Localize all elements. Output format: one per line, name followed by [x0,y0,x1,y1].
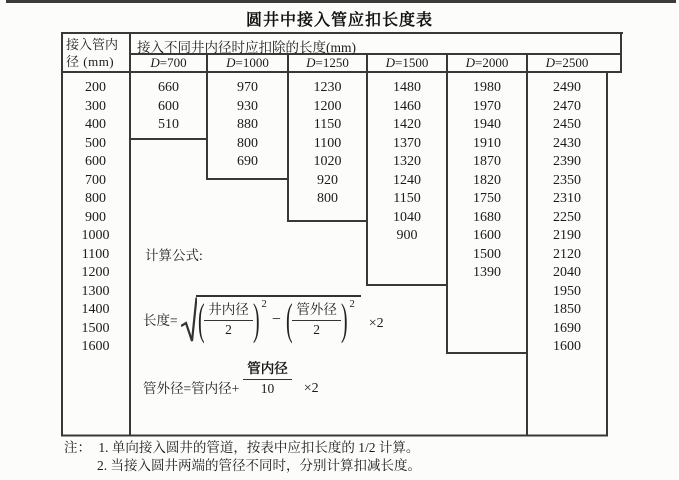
fraction-denominator: 2 [225,321,232,337]
deduction-d1500-cell: 1240 [393,172,421,188]
deduction-d2000-cell: 1500 [473,246,501,262]
row-header-cell [66,36,128,70]
column-header-d700: D=700 [150,55,187,70]
deduction-d2000-cell: 1940 [473,117,501,132]
times-two: ×2 [368,316,384,331]
pipe-diameter-cell: 1000 [81,228,110,243]
deduction-d2500-cell: 1850 [553,302,581,317]
footnote-2 [97,457,421,475]
deduction-d2000-cell: 1750 [473,191,501,206]
deduction-d1500-cell: 1420 [393,117,421,132]
outer-diameter-lhs: 管外径=管内径+ [143,380,240,396]
pipe-diameter-cell: 1500 [81,320,110,336]
deduction-d1500-cell: 900 [396,228,418,243]
deduction-d2000-cell: 1870 [473,154,501,169]
deduction-d1500-cell: 1150 [393,191,421,206]
open-paren: ( [285,295,293,344]
row-header-line1: 接入管内 [66,37,119,52]
length-formula-lhs: 长度= [143,313,178,328]
deduction-d700-cell: 510 [158,117,179,132]
fraction-denominator: 2 [313,321,320,337]
deduction-d2500-column [528,79,606,357]
fraction-denominator: 10 [260,380,275,396]
deduction-d2500-cell: 2120 [553,246,581,262]
open-paren: ( [197,295,205,344]
pipe-diameter-cell: 900 [85,209,106,225]
pipe-diameter-cell: 1100 [81,246,110,262]
column-header-d1000: D=1000 [226,55,269,70]
deduction-d1500-cell: 1040 [393,209,421,225]
deduction-d2000-cell: 1910 [473,135,501,151]
minus-sign: − [271,311,281,328]
deduction-d700-cell: 600 [158,98,179,114]
deduction-d2500-cell: 2350 [553,172,581,188]
column-header-d1500: D=1500 [385,55,429,70]
pipe-diameter-cell: 300 [85,98,106,114]
deduction-d700-cell: 660 [158,80,179,95]
note-text: 1. 单向接入圆井的管道，按表中应扣长度的 1/2 计算。 [98,440,420,455]
deduction-d2500-cell: 2430 [553,135,581,151]
deduction-d2500-cell: 1950 [553,283,581,299]
deduction-d2500-cell: 2190 [553,228,581,243]
note-label: 注： [64,440,91,455]
pipe-diameter-cell: 1200 [81,265,110,280]
pipe-diameter-column [62,79,129,357]
close-paren: ) [340,295,348,344]
column-header-d2000: D=2000 [465,55,509,70]
deduction-d1000-column [208,79,287,172]
deduction-d1250-cell: 1150 [313,117,342,132]
deduction-d700-column [131,79,206,135]
fraction-numerator: 管内径 [243,361,292,380]
pipe-diameter-cell: 1600 [81,339,110,354]
pipe-diameter-cell: 1400 [81,302,110,317]
deduction-d1250-cell: 1230 [313,80,342,95]
exponent: 2 [261,299,267,310]
pipe-diameter-cell: 400 [85,117,106,132]
deduction-d1500-cell: 1480 [393,80,421,95]
deduction-d1250-cell: 920 [317,172,338,188]
deduction-d2500-cell: 2450 [553,117,581,132]
column-header-d1250: D=1250 [306,55,349,70]
radical [181,295,361,343]
pipe-diameter-cell: 800 [85,191,106,206]
deduction-d2500-cell: 1600 [553,339,581,354]
footnote-1 [64,439,421,457]
deduction-d1000-cell: 970 [237,80,258,95]
outer-diameter-formula [143,361,319,398]
pipe-diameter-cell: 700 [85,172,106,188]
deduction-d2000-cell: 1680 [473,209,501,225]
fraction-well-diameter [204,302,253,339]
deduction-d2000-cell: 1970 [473,98,501,114]
deduction-d1000-cell: 800 [237,135,258,151]
deduction-d1500-cell: 1460 [393,98,421,114]
pipe-diameter-cell: 500 [85,135,106,151]
deduction-d2500-cell: 2310 [553,191,581,206]
deduction-d2500-cell: 1690 [553,320,581,336]
deduction-d1250-cell: 1020 [313,154,342,169]
fraction-numerator: 井内径 [204,302,253,321]
deduction-d1000-cell: 930 [237,98,258,114]
fraction-pipe-outer-diameter [292,302,341,339]
deduction-d2000-cell: 1600 [473,228,501,243]
deduction-d2000-column [448,79,526,283]
deduction-d1500-cell: 1370 [393,135,421,151]
deduction-d1000-cell: 690 [237,154,258,169]
deduction-d2000-cell: 1820 [473,172,501,188]
span-header: 接入不同井内径时应扣除的长度(mm) [137,40,356,55]
deduction-d1250-cell: 1200 [313,98,342,114]
radicand [196,295,361,344]
column-header-d2500: D=2500 [545,55,589,70]
deduction-d1500-cell: 1320 [393,154,421,169]
deduction-d1250-column [289,79,366,209]
deduction-d1000-cell: 880 [237,117,258,132]
footnotes [64,439,421,474]
deduction-d1250-cell: 800 [317,191,338,206]
deduction-d2000-cell: 1390 [473,265,501,280]
deduction-d2500-cell: 2040 [553,265,581,280]
radical-sign-icon [181,296,197,343]
deduction-d2500-cell: 2490 [553,80,581,95]
fraction-numerator: 管外径 [292,302,341,321]
pipe-diameter-cell: 1300 [81,283,110,299]
pipe-diameter-cell: 600 [85,154,106,169]
formula-heading: 计算公式: [145,248,203,263]
length-formula [143,295,384,343]
page-title: 圆井中接入管应扣长度表 [245,12,433,29]
note-text: 2. 当接入圆井两端的管径不同时，分别计算扣减长度。 [97,457,421,473]
deduction-d2500-cell: 2470 [553,98,581,114]
deduction-d2000-cell: 1980 [473,80,501,95]
exponent: 2 [349,299,355,310]
row-header-line2: 径 (mm) [66,54,115,69]
deduction-d2500-cell: 2250 [553,209,581,225]
times-two: ×2 [303,380,319,396]
deduction-d2500-cell: 2390 [553,154,581,169]
close-paren: ) [252,295,260,344]
deduction-d1500-column [368,79,446,246]
pipe-diameter-cell: 200 [85,80,106,95]
deduction-d1250-cell: 1100 [313,135,342,151]
fraction-inner-diameter-tenth [243,361,292,398]
